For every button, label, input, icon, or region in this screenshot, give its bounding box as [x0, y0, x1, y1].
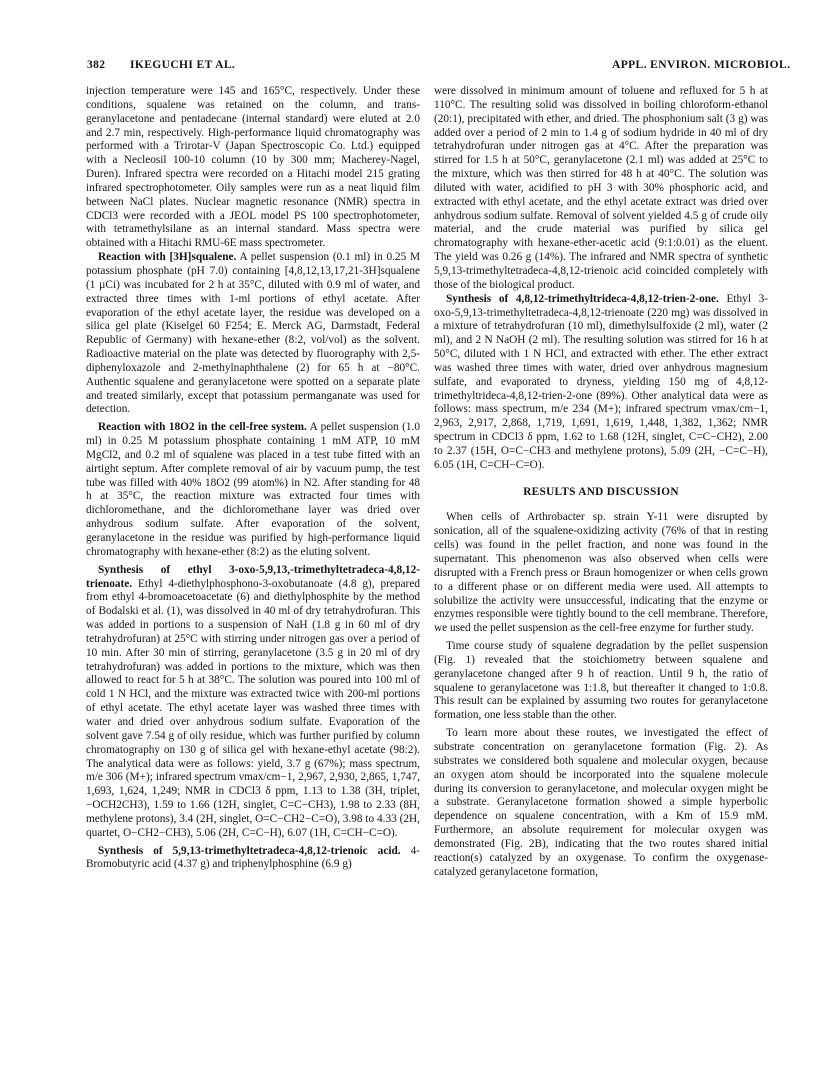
reaction-18o2-heading: Reaction with 18O2 in the cell-free system. — [98, 421, 307, 434]
synthesis-ester-body: Ethyl 4-diethylphosphono-3-oxobutanoate (4.8 g), prepared from ethyl 4-bromoacetoacetate (6) and diethylphosphite by the method of Bodalski et al. (1), was dissolved in 40 ml of dry tetrahydrofuran. This was added in portions to a suspension of NaH (1.8 g in 60 ml of dry tetrahydrofuran) at 25°C with stirring under nitrogen gas over a period of 10 min. After 30 min of stirring, geranylacetone (3.5 g in 20 ml of dry tetrahydrofuran) was added in portions to the mixture, which was then allowed to react for 5 h at 38°C. The solution was poured into 100 ml of cold 1 N HCl, and the mixture was extracted twice with 200-ml portions of ethyl acetate. The ethyl acetate layer was washed three times with water and dried over anhydrous sodium sulfate. Evaporation of the solvent gave 7.54 g of oily residue, which was further purified by column chromatography on 130 g of silica gel with hexane-ethyl acetate (98:2). The analytical data were as follows: yield, 3.7 g (67%); mass spectrum, m/e 306 (M+); infrared spectrum νmax/cm−1, 2,967, 2,930, 2,865, 1,747, 1,693, 1,624, 1,249; NMR in CDCl3 δ ppm, 1.13 to 1.38 (3H, triplet, −OCH2CH3), 1.59 to 1.66 (12H, singlet, C=C−CH3), 1.98 to 2.33 (8H, methylene protons), 3.4 (2H, singlet, O=C−CH2−C=O), 3.98 to 4.33 (2H, quartet, O−CH2−CH3), 5.06 (2H, C=C−H), 6.07 (1H, C=CH−C=O). — [86, 577, 420, 839]
synthesis-acid-paragraph — [86, 845, 420, 873]
synthesis-ketone-heading: Synthesis of 4,8,12-trimethyltrideca-4,8,12-trien-2-one. — [446, 292, 719, 305]
synthesis-acid-continued: were dissolved in minimum amount of toluene and refluxed for 5 h at 110°C. The resulting solid was dissolved in boiling chloroform-ethanol (20:1), precipitated with ether, and dried. The phosphonium salt (3 g) was added over a period of 2 min to 1.4 g of sodium hydride in 40 ml of dry tetrahydrofuran under nitrogen gas at 4°C. After the preparation was stirred for 1.5 h at 50°C, geranylacetone (2.1 ml) was added at 25°C to the mixture, which was then stirred for 48 h at 40°C. The solution was diluted with water, acidified to pH 3 with 30% phosphoric acid, and extracted with ethyl acetate, and the ethyl acetate extract was dried over anhydrous sodium sulfate. Removal of solvent yielded 4.5 g of crude oily material, and the crude material was purified by silica gel chromatography with hexane-ether-acetic acid (9:1:0.01) as the eluent. The yield was 0.26 g (14%). The infrared and NMR spectra of synthetic 5,9,13-trimethyltetradeca-4,8,12-trienoic acid coincided completely with those of the biological product. — [434, 85, 768, 291]
reaction-18o2-body: A pellet suspension (1.0 ml) in 0.25 M potassium phosphate containing 1 mM ATP, 10 mM MgCl2, and 0.2 ml of squalene was placed in a test tube fitted with an airtight septum. After complete removal of air by vacuum pump, the test tube was filled with 40% 18O2 (99 atom%) in N2. After standing for 48 h at 35°C, the reaction mixture was extracted four times with dichloromethane, and the dichloromethane layer was dried over anhydrous sodium sulfate. After evaporation of the solvent, geranylacetone in the residue was purified by high-performance liquid chromatography with hexane-ether (8:2) as the eluting solvent. — [86, 421, 420, 558]
left-column — [86, 85, 420, 872]
results-paragraph-3: To learn more about these routes, we investigated the effect of substrate concentration on geranylacetone formation (Fig. 2). As substrates we considered both squalene and molecular oxygen, because an oxygen atom should be incorporated into the squalene molecule during its conversion to geranylacetone, and molecular oxygen might be a substrate. Geranylacetone formation showed a simple hyperbolic dependence on squalene concentration, with a Km of 15.9 mM. Furthermore, an absolute requirement for molecular oxygen was demonstrated (Fig. 2B), indicating that the two routes shared initial reaction(s) catalyzed by an oxygenase. To confirm the oxygenase-catalyzed geranylacetone formation, — [434, 727, 768, 878]
synthesis-ketone-body: Ethyl 3-oxo-5,9,13-trimethyltetradeca-4,8,12-trienoate (220 mg) was dissolved in a mixture of tetrahydrofuran (10 ml), dimethylsulfoxide (2 ml), water (2 ml), and 2 N NaOH (2 ml). The resulting solution was stirred for 16 h at 50°C, diluted with 1 N HCl, and extracted with ether. The ether extract was washed three times with water, dried over anhydrous magnesium sulfate, and evaporated to dryness, yielding 150 mg of 4,8,12-trimethyltrideca-4,8,12-trien-2-one (89%). Other analytical data were as follows: mass spectrum, m/e 234 (M+); infrared spectrum νmax/cm−1, 2,963, 2,917, 2,868, 1,719, 1,691, 1,619, 1,448, 1,382, 1,362; NMR spectrum in CDCl3 δ ppm, 1.62 to 1.68 (12H, singlet, C=C−CH2), 2.00 to 2.37 (15H, O=C−CH3 and methylene protons), 5.09 (2H, −C=C−H), 6.05 (1H, C=CH−C=O). — [434, 292, 768, 471]
results-paragraph-2: Time course study of squalene degradation by the pellet suspension (Fig. 1) revealed that the stoichiometry between squalene and geranylacetone changed after 9 h of reaction. Until 9 h, the ratio of squalene to geranylacetone was 1:1.8, but thereafter it changed to 1:0.8. This result can be explained by assuming two routes for geranylacetone formation, one less stable than the other. — [434, 640, 768, 722]
reaction-3h-squalene-paragraph — [86, 251, 420, 417]
synthesis-acid-body: 4-Bromobutyric acid (4.37 g) and triphenylphosphine (6.9 g) — [86, 844, 420, 871]
right-column — [434, 85, 768, 879]
running-head-authors: IKEGUCHI ET AL. — [130, 59, 236, 71]
synthesis-acid-heading: Synthesis of 5,9,13-trimethyltetradeca-4,8,12-trienoic acid. — [98, 844, 401, 857]
results-paragraph-1: When cells of Arthrobacter sp. strain Y-11 were disrupted by sonication, all of the squalene-oxidizing activity (76% of that in resting cells) was found in the pellet fraction, and none was found in the supernatant. This phenomenon was also observed when cells were disrupted with a French press or Braun homogenizer or when cells grown to a different phase or on different media were used. All attempts to solubilize the activity were unsuccessful, indicating that the enzyme or enzymes responsible were tightly bound to the cell membrane. Therefore, we used the pellet suspension as the cell-free enzyme for further study. — [434, 511, 768, 635]
page-number: 382 — [87, 59, 106, 71]
reaction-3h-squalene-body: A pellet suspension (0.1 ml) in 0.25 M potassium phosphate (pH 7.0) containing [4,8,12,13,17,21-3H]squalene (1 µCi) was incubated for 2 h at 35°C, diluted with 0.9 ml of water, and extracted three times with 1-ml portions of ethyl acetate. After evaporation of the ethyl acetate layer, the residue was developed on a silica gel plate (Kiselgel 60 F254; E. Merck AG, Darmstadt, Federal Republic of Germany) with hexane-ether (8:2, vol/vol) as the solvent. Radioactive material on the plate was detected by fluorography with 2,5-diphenyloxazole and 2-methylnaphthalene (2) for 65 h at −80°C. Authentic squalene and geranylacetone were spotted on a separate plate and treated similarly, except that potassium permanganate was used for detection. — [86, 251, 420, 416]
results-section-heading: RESULTS AND DISCUSSION — [523, 485, 679, 498]
reaction-18o2-paragraph — [86, 421, 420, 559]
running-head-journal: APPL. ENVIRON. MICROBIOL. — [612, 59, 791, 71]
synthesis-ester-paragraph — [86, 564, 420, 841]
synthesis-ester-heading: Synthesis of ethyl 3-oxo-5,9,13,-trimethyltetradeca-4,8,12-trienoate. — [86, 563, 420, 590]
synthesis-ketone-paragraph — [434, 293, 768, 473]
methods-gc-paragraph: injection temperature were 145 and 165°C, respectively. Under these conditions, squalene was retained on the column, and trans-geranylacetone and pentadecane (internal standard) were eluted at 2.0 and 2.7 min, respectively. High-performance liquid chromatography was performed with a Trirotar-V (Japan Spectroscopic Co. Ltd.) equipped with a Necleosil 100-10 column (10 by 300 mm; Macherey-Nagel, Duren). Infrared spectra were recorded on a Hitachi model 215 grating infrared spectrophotometer. Oily samples were run as a neat liquid film between NaCl plates. Nuclear magnetic resonance (NMR) spectra in CDCl3 were recorded with a JEOL model PS 100 spectrophotometer, with tetramethylsilane as an internal standard. Mass spectra were obtained with a Hitachi RMU-6E mass spectrometer. — [86, 85, 420, 250]
reaction-3h-squalene-heading: Reaction with [3H]squalene. — [98, 251, 237, 264]
